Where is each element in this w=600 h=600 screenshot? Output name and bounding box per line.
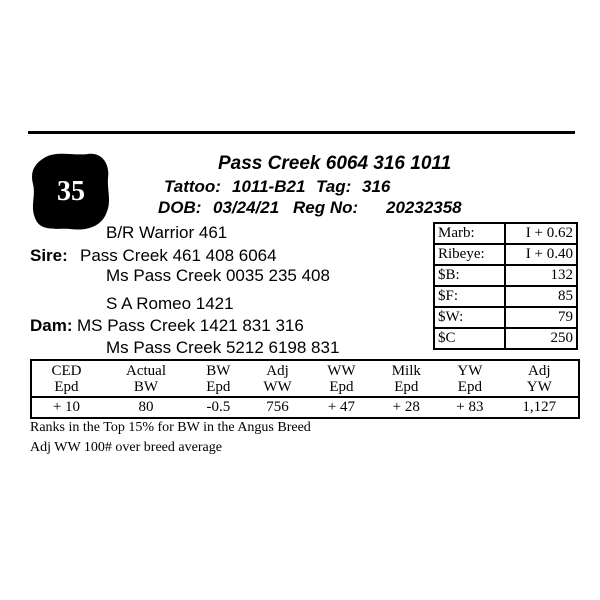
marb-value: I + 0.62 <box>505 223 577 244</box>
marb-label: Marb: <box>434 223 505 244</box>
note-bw-rank: Ranks in the Top 15% for BW in the Angus Breed <box>30 420 311 435</box>
dam-sire: S A Romeo 1421 <box>106 294 234 313</box>
column-header: BW Epd <box>191 360 246 397</box>
table-row <box>434 223 577 244</box>
f-index-value: 85 <box>505 286 577 307</box>
bw-epd-value: -0.5 <box>206 399 231 415</box>
table-row <box>434 307 577 328</box>
column-header: CED Epd <box>31 360 101 397</box>
ribeye-value: I + 0.40 <box>505 244 577 265</box>
table-row <box>434 328 577 349</box>
column-header: YW Epd <box>439 360 500 397</box>
epd-table <box>30 359 580 419</box>
table-row <box>434 286 577 307</box>
table-row <box>434 244 577 265</box>
dam-label: Dam: <box>30 316 73 335</box>
carcass-index-table <box>433 222 578 350</box>
sire-name: Pass Creek 461 408 6064 <box>80 246 277 265</box>
sire-dam: Ms Pass Creek 0035 235 408 <box>106 266 330 285</box>
reg-label: Reg No: <box>293 198 359 217</box>
dam-name: MS Pass Creek 1421 831 316 <box>77 316 304 335</box>
w-index-label: $W: <box>434 307 505 328</box>
tag-value: 316 <box>362 177 391 196</box>
b-index-label: $B: <box>434 265 505 286</box>
c-index-label: $C <box>434 328 505 349</box>
adj-yw-value: 1,127 <box>522 399 557 415</box>
epd-header-row <box>31 360 579 397</box>
adj-ww-value: 756 <box>266 399 289 415</box>
column-header: WW Epd <box>309 360 373 397</box>
column-header: Adj WW <box>246 360 310 397</box>
yw-epd-value: + 83 <box>456 399 484 415</box>
dob-label: DOB: <box>158 198 202 217</box>
w-index-value: 79 <box>505 307 577 328</box>
ribeye-label: Ribeye: <box>434 244 505 265</box>
tag-label: Tag: <box>316 177 352 196</box>
column-header: Actual BW <box>101 360 191 397</box>
sire-label: Sire: <box>30 246 68 265</box>
dam-dam: Ms Pass Creek 5212 6198 831 <box>106 338 340 357</box>
ced-epd-value: + 10 <box>52 399 81 415</box>
f-index-label: $F: <box>434 286 505 307</box>
sire-sire: B/R Warrior 461 <box>106 223 228 242</box>
actual-bw-value: 80 <box>138 399 154 415</box>
reg-value: 20232358 <box>386 198 462 217</box>
dob-value: 03/24/21 <box>213 198 280 217</box>
b-index-value: 132 <box>505 265 577 286</box>
note-adj-ww: Adj WW 100# over breed average <box>30 440 222 455</box>
milk-epd-value: + 28 <box>392 399 420 415</box>
c-index-value: 250 <box>505 328 577 349</box>
column-header: Adj YW <box>501 360 579 397</box>
animal-name: Pass Creek 6064 316 1011 <box>218 153 452 174</box>
epd-value-row <box>31 397 579 418</box>
table-row <box>434 265 577 286</box>
lot-number: 35 <box>57 176 85 207</box>
column-header: Milk Epd <box>373 360 439 397</box>
tattoo-value: 1011-B21 <box>232 177 306 196</box>
tattoo-label: Tattoo: <box>164 177 221 196</box>
ww-epd-value: + 47 <box>327 399 356 415</box>
top-rule <box>28 131 575 134</box>
